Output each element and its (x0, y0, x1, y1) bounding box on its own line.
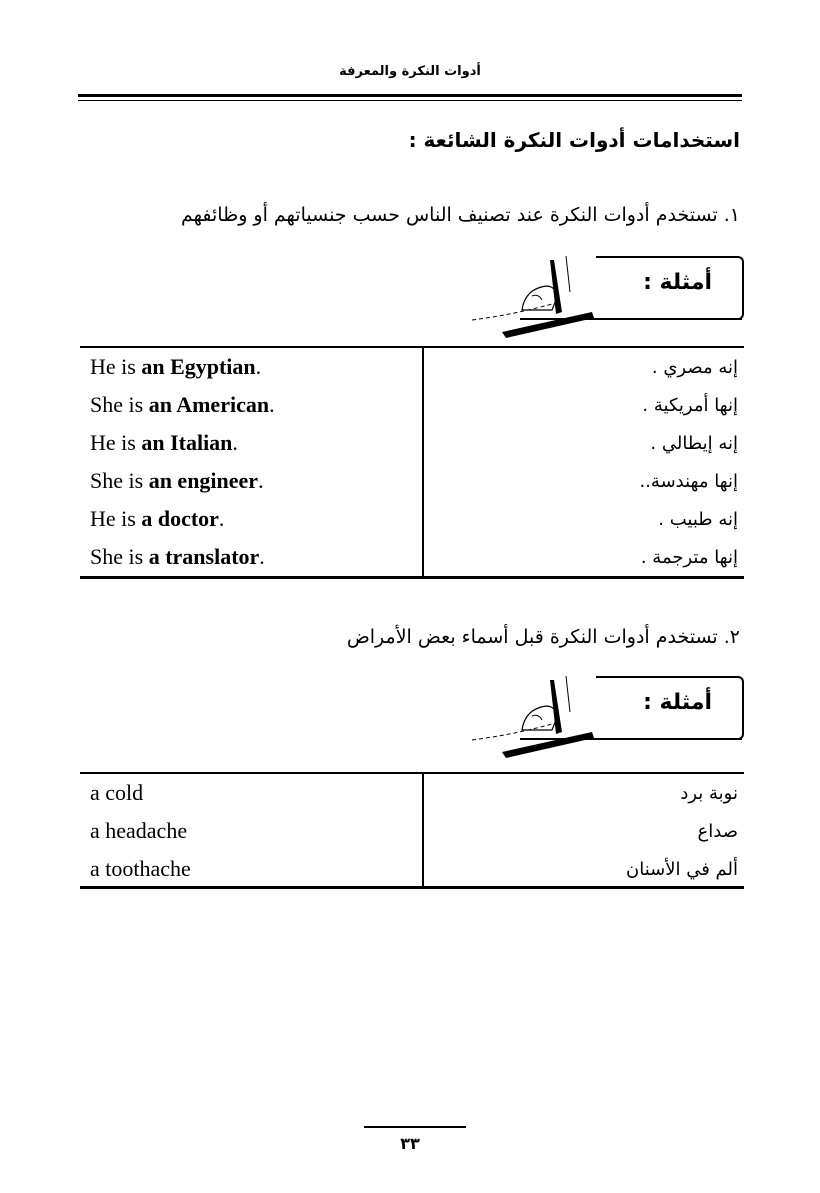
examples-label: أمثلة : (643, 270, 712, 295)
point-1: ١. تستخدم أدوات النكرة عند تصنيف الناس حسب جنسياتهم أو وظائفهم (180, 204, 740, 226)
examples-label-box (596, 676, 744, 740)
running-header: أدوات النكرة والمعرفة (339, 64, 481, 79)
table-row: a headache صداع (80, 812, 744, 850)
table-row: a cold نوبة برد (80, 774, 744, 812)
table-2-bottom-rule (80, 886, 744, 889)
header-rule-thin (78, 100, 742, 101)
point-2: ٢. تستخدم أدوات النكرة قبل أسماء بعض الأمراض (346, 626, 740, 648)
examples-label-box (596, 256, 744, 320)
table-row: He is an Egyptian. إنه مصري . (80, 348, 744, 386)
table-row: a toothache ألم في الأسنان (80, 850, 744, 888)
examples-underline (520, 318, 742, 320)
examples-table-2 (80, 774, 744, 888)
header-rule (78, 94, 742, 97)
table-row: She is a translator. إنها مترجمة . (80, 538, 744, 576)
table-1-bottom-rule (80, 576, 744, 579)
examples-table-1 (80, 348, 744, 576)
examples-underline (520, 738, 742, 740)
page-number-rule (364, 1126, 466, 1128)
examples-label: أمثلة : (643, 690, 712, 715)
page-number: ٣٣ (400, 1134, 420, 1153)
table-row: She is an engineer. إنها مهندسة.. (80, 462, 744, 500)
table-row: He is an Italian. إنه إيطالي . (80, 424, 744, 462)
section-heading: استخدامات أدوات النكرة الشائعة : (408, 128, 740, 152)
pointing-hand-icon (462, 672, 602, 762)
table-row: She is an American. إنها أمريكية . (80, 386, 744, 424)
pointing-hand-icon (462, 252, 602, 342)
table-row: He is a doctor. إنه طبيب . (80, 500, 744, 538)
